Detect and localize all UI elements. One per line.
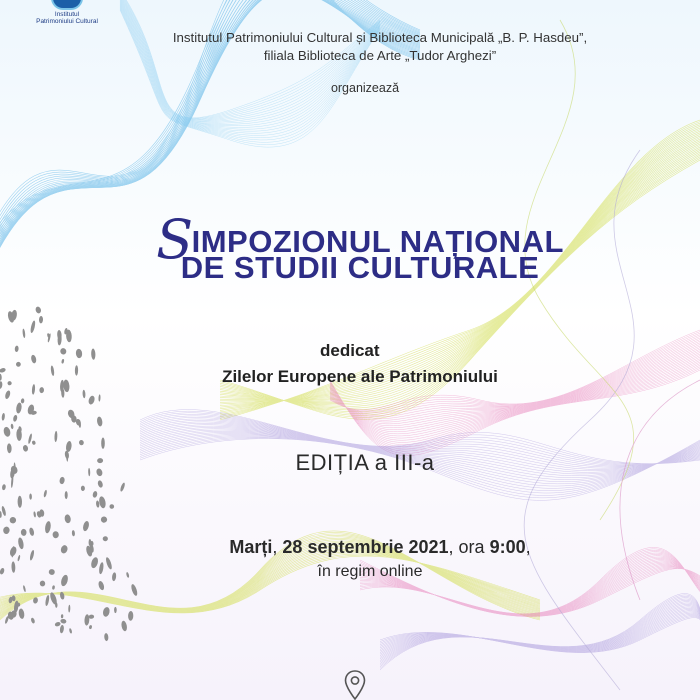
decorative-speckle (101, 438, 105, 449)
dedication-subject: Zilelor Europene ale Patrimoniului (222, 367, 498, 386)
event-date: 28 septembrie 2021 (282, 537, 449, 557)
edition-label: EDIȚIA a III-a (295, 450, 435, 475)
decorative-speckle (114, 607, 117, 613)
logo-text-line2: Patrimoniului Cultural (36, 18, 98, 25)
logo-emblem (51, 0, 83, 10)
time-trail: , (525, 537, 531, 557)
logo-text-line1: Institutul (54, 11, 80, 18)
title-initial-letter: S (156, 208, 194, 271)
institute-logo (32, 0, 102, 24)
dedication-label: dedicat (320, 341, 380, 360)
decorative-speckle (65, 491, 68, 499)
organizer-line-2: filiala Biblioteca de Arte „Tudor Arghezi” (263, 48, 497, 63)
event-date-time (100, 537, 660, 558)
organizes-label: organizează (330, 81, 400, 95)
event-mode: în regim online (317, 563, 423, 580)
event-title-line2: DE STUDII CULTURALE (180, 250, 540, 285)
time-prefix: , ora (448, 537, 490, 557)
title-line1-text: IMPOZIONUL NAȚIONAL (191, 224, 564, 259)
location-pin-icon (344, 670, 366, 700)
organizer-line-1: Institutul Patrimoniului Cultural și Biblioteca Municipală „B. P. Hasdeu”, (172, 30, 588, 45)
date-separator: , (272, 537, 283, 557)
event-time: 9:00 (489, 537, 526, 557)
event-day: Marți (229, 537, 273, 557)
